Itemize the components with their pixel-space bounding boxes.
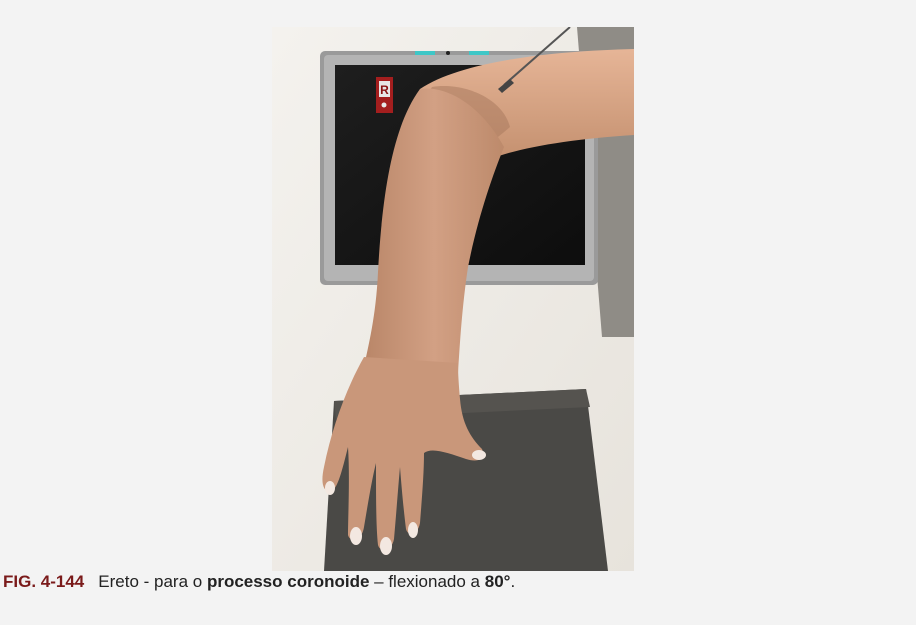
r-marker — [376, 77, 393, 113]
figure-photo — [272, 27, 634, 571]
caption-bold-term: processo coronoide — [206, 572, 370, 591]
r-marker-letter: R — [380, 83, 389, 97]
figure-caption — [3, 571, 515, 593]
caption-bold-angle: 80° — [484, 572, 511, 591]
caption-text-part2: – flexionado a — [369, 572, 485, 591]
figure-label: FIG. 4-144 — [3, 572, 85, 591]
caption-text-part1: Ereto - para o — [98, 572, 207, 591]
caption-text-end: . — [510, 572, 516, 591]
